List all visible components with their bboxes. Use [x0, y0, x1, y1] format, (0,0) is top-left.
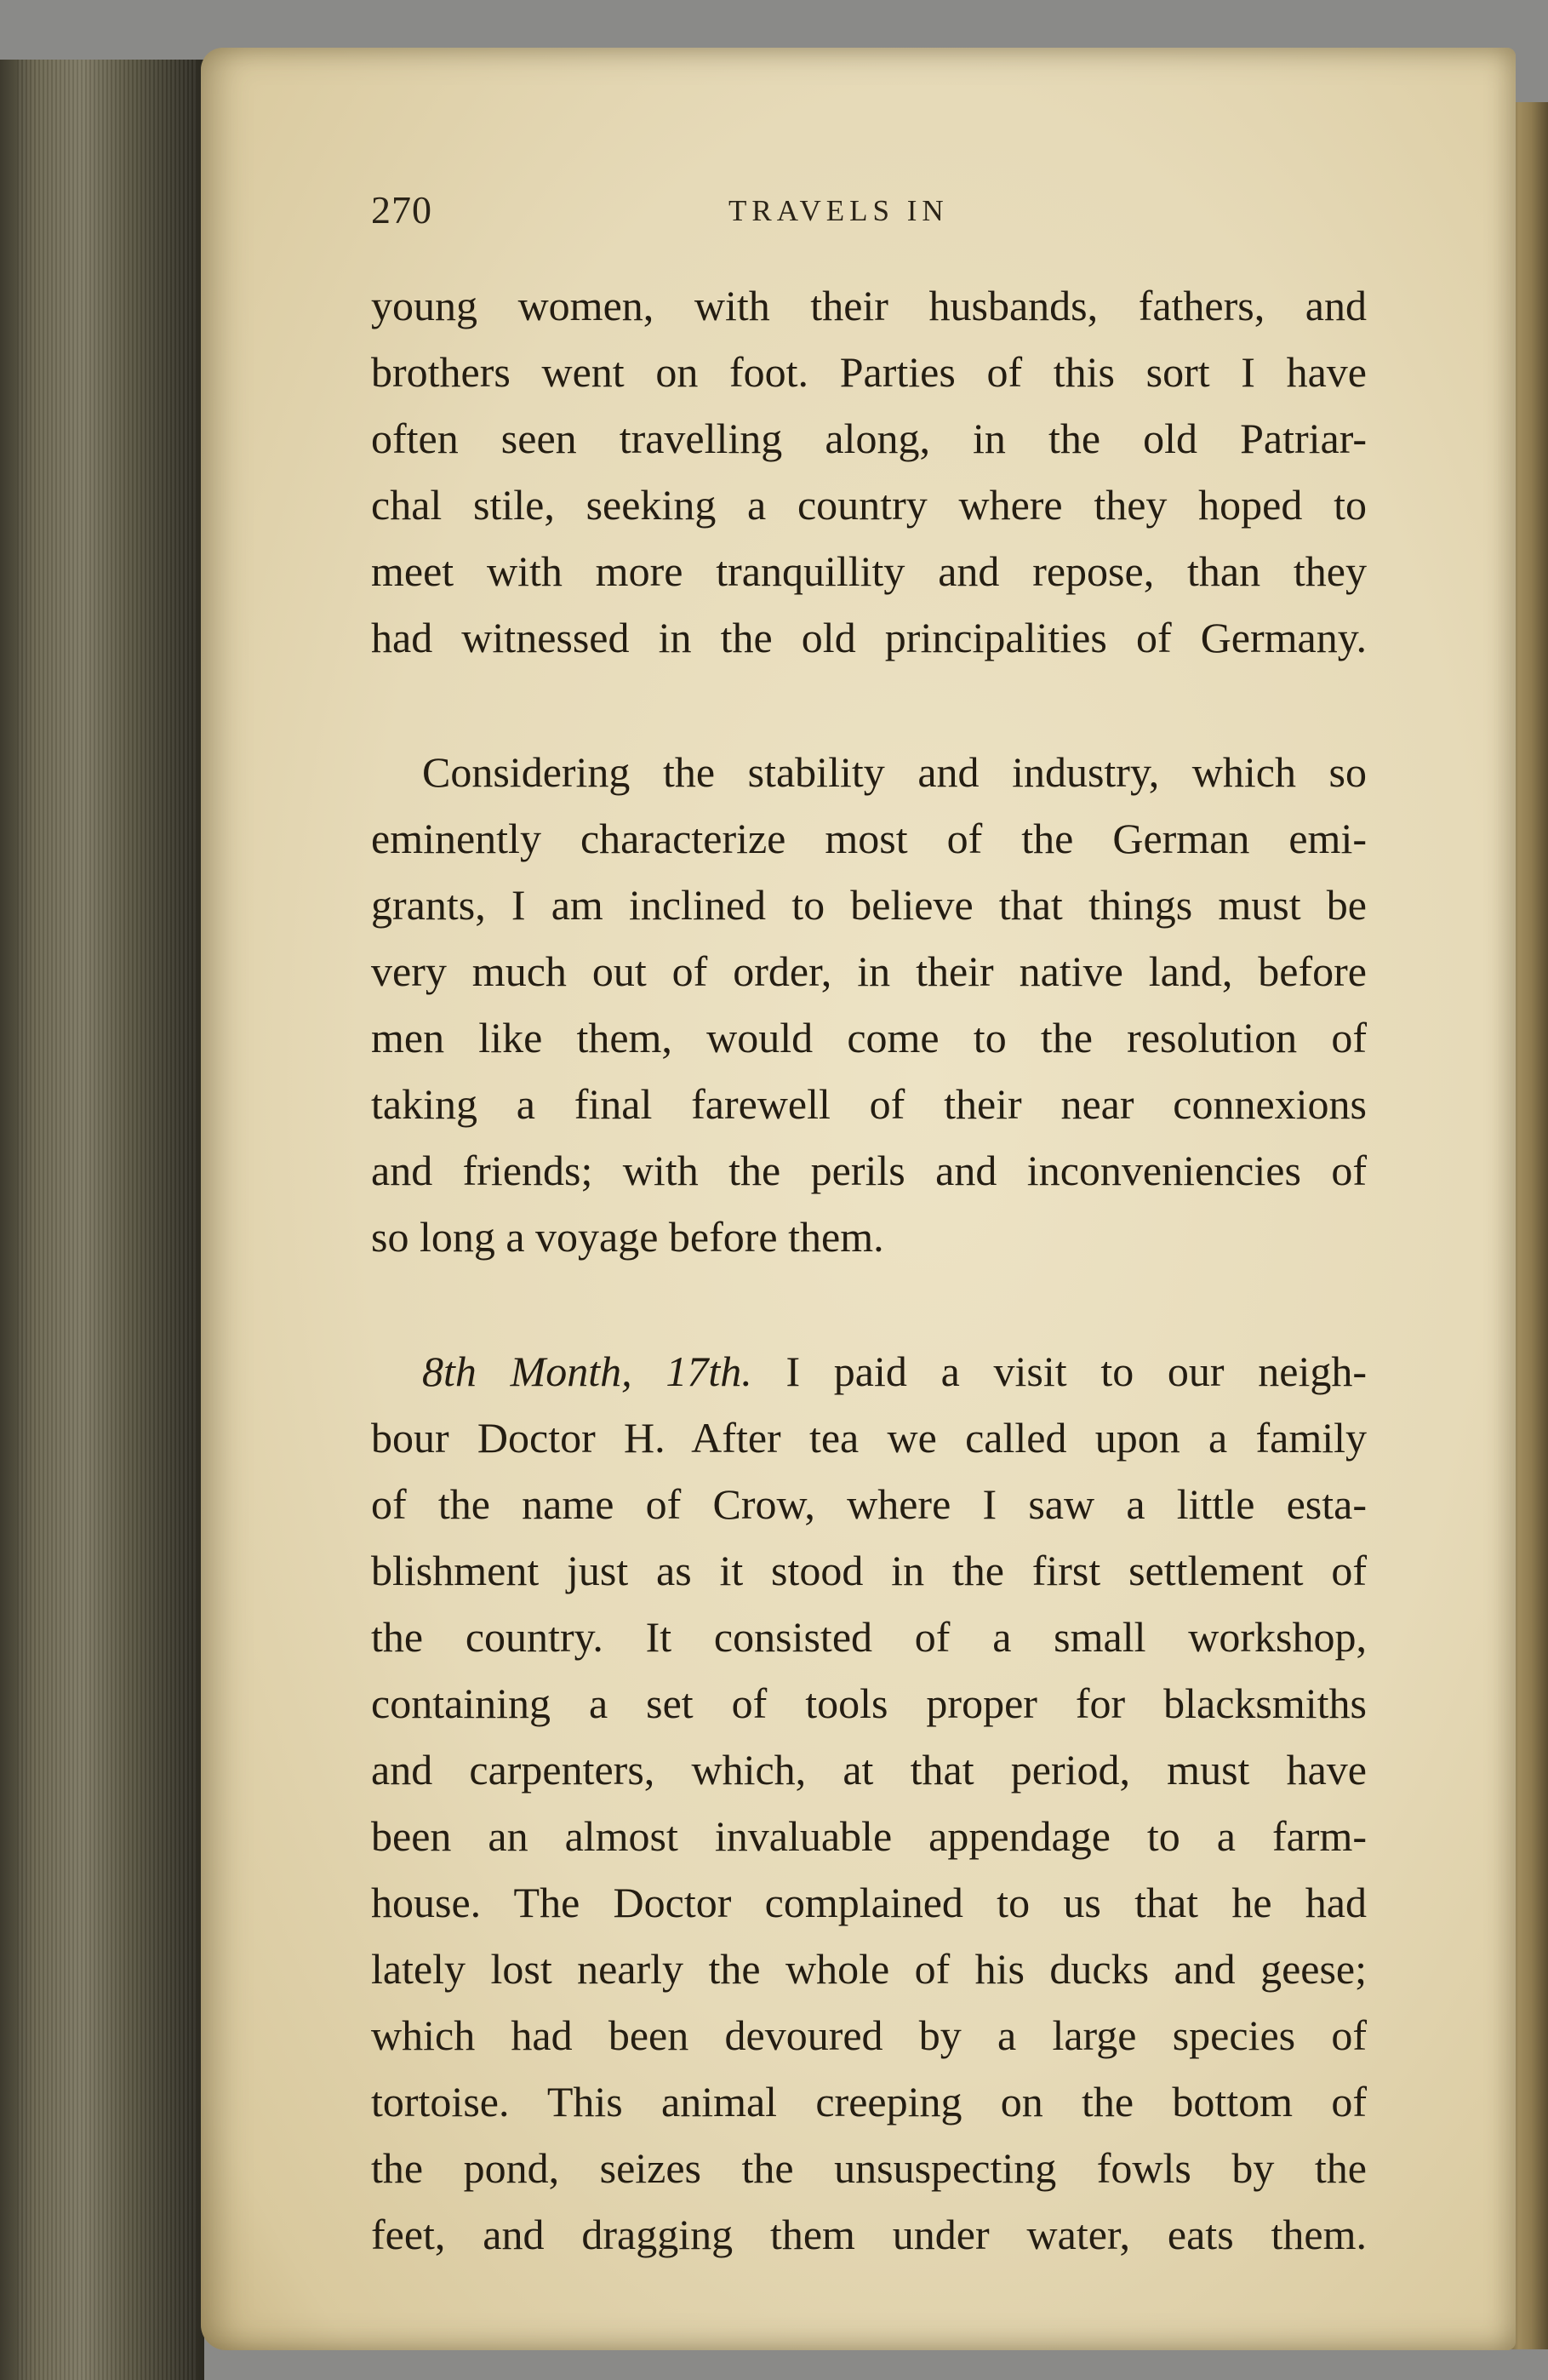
text-line: had witnessed in the old principalities of Germany. — [371, 614, 1367, 661]
text-line: house. The Doctor complained to us that he had — [371, 1879, 1367, 1926]
text-line: young women, with their husbands, fathers, and — [371, 282, 1367, 329]
paragraph-gap — [371, 1270, 1367, 1338]
text-line: containing a set of tools proper for blacksmiths — [371, 1679, 1367, 1727]
text-line: meet with more tranquillity and repose, than they — [371, 547, 1367, 595]
text-line: men like them, would come to the resolution of — [371, 1014, 1367, 1061]
text-line: very much out of order, in their native land, before — [371, 947, 1367, 995]
paragraph-3 — [371, 1338, 1367, 2268]
text-line: and carpenters, which, at that period, must have — [371, 1746, 1367, 1794]
running-head-title: TRAVELS IN — [728, 194, 949, 227]
paragraph-gap — [371, 671, 1367, 739]
text-line: Considering the stability and industry, which so — [422, 748, 1367, 796]
running-head — [371, 187, 1392, 247]
date-month: 8th Month, — [422, 1347, 632, 1395]
text-line: so long a voyage before them. — [371, 1213, 884, 1261]
text-line: taking a final farewell of their near connexions — [371, 1080, 1367, 1128]
text-line: and friends; with the perils and inconveniencies of — [371, 1147, 1367, 1194]
text-line: tortoise. This animal creeping on the bottom of — [371, 2078, 1367, 2125]
text-line: blishment just as it stood in the first settlement of — [371, 1547, 1367, 1594]
paragraph-2 — [371, 739, 1367, 1270]
paragraph-1 — [371, 272, 1367, 671]
text-line: the country. It consisted of a small workshop, — [371, 1613, 1367, 1661]
text-line-dated — [371, 1338, 1367, 1405]
text-line: grants, I am inclined to believe that things must be — [371, 881, 1367, 929]
page-body — [371, 272, 1367, 2268]
first-line-text: I paid a visit to our neigh- — [785, 1347, 1367, 1395]
text-line: brothers went on foot. Parties of this sort I have — [371, 348, 1367, 396]
text-line: feet, and dragging them under water, eats them. — [371, 2211, 1367, 2258]
text-line: chal stile, seeking a country where they hoped to — [371, 481, 1367, 529]
date-day: 17th. — [665, 1347, 752, 1395]
text-line: lately lost nearly the whole of his ducks and geese; — [371, 1945, 1367, 1993]
text-line: eminently characterize most of the German emi- — [371, 815, 1367, 862]
text-line: been an almost invaluable appendage to a farm- — [371, 1812, 1367, 1860]
text-line: which had been devoured by a large species of — [371, 2011, 1367, 2059]
text-line: bour Doctor H. After tea we called upon a family — [371, 1414, 1367, 1462]
text-line: the pond, seizes the unsuspecting fowls by the — [371, 2144, 1367, 2192]
book-page-edges — [0, 60, 204, 2380]
text-line: of the name of Crow, where I saw a little esta- — [371, 1480, 1367, 1528]
page-number: 270 — [371, 188, 432, 232]
text-line: often seen travelling along, in the old Patriar- — [371, 415, 1367, 462]
